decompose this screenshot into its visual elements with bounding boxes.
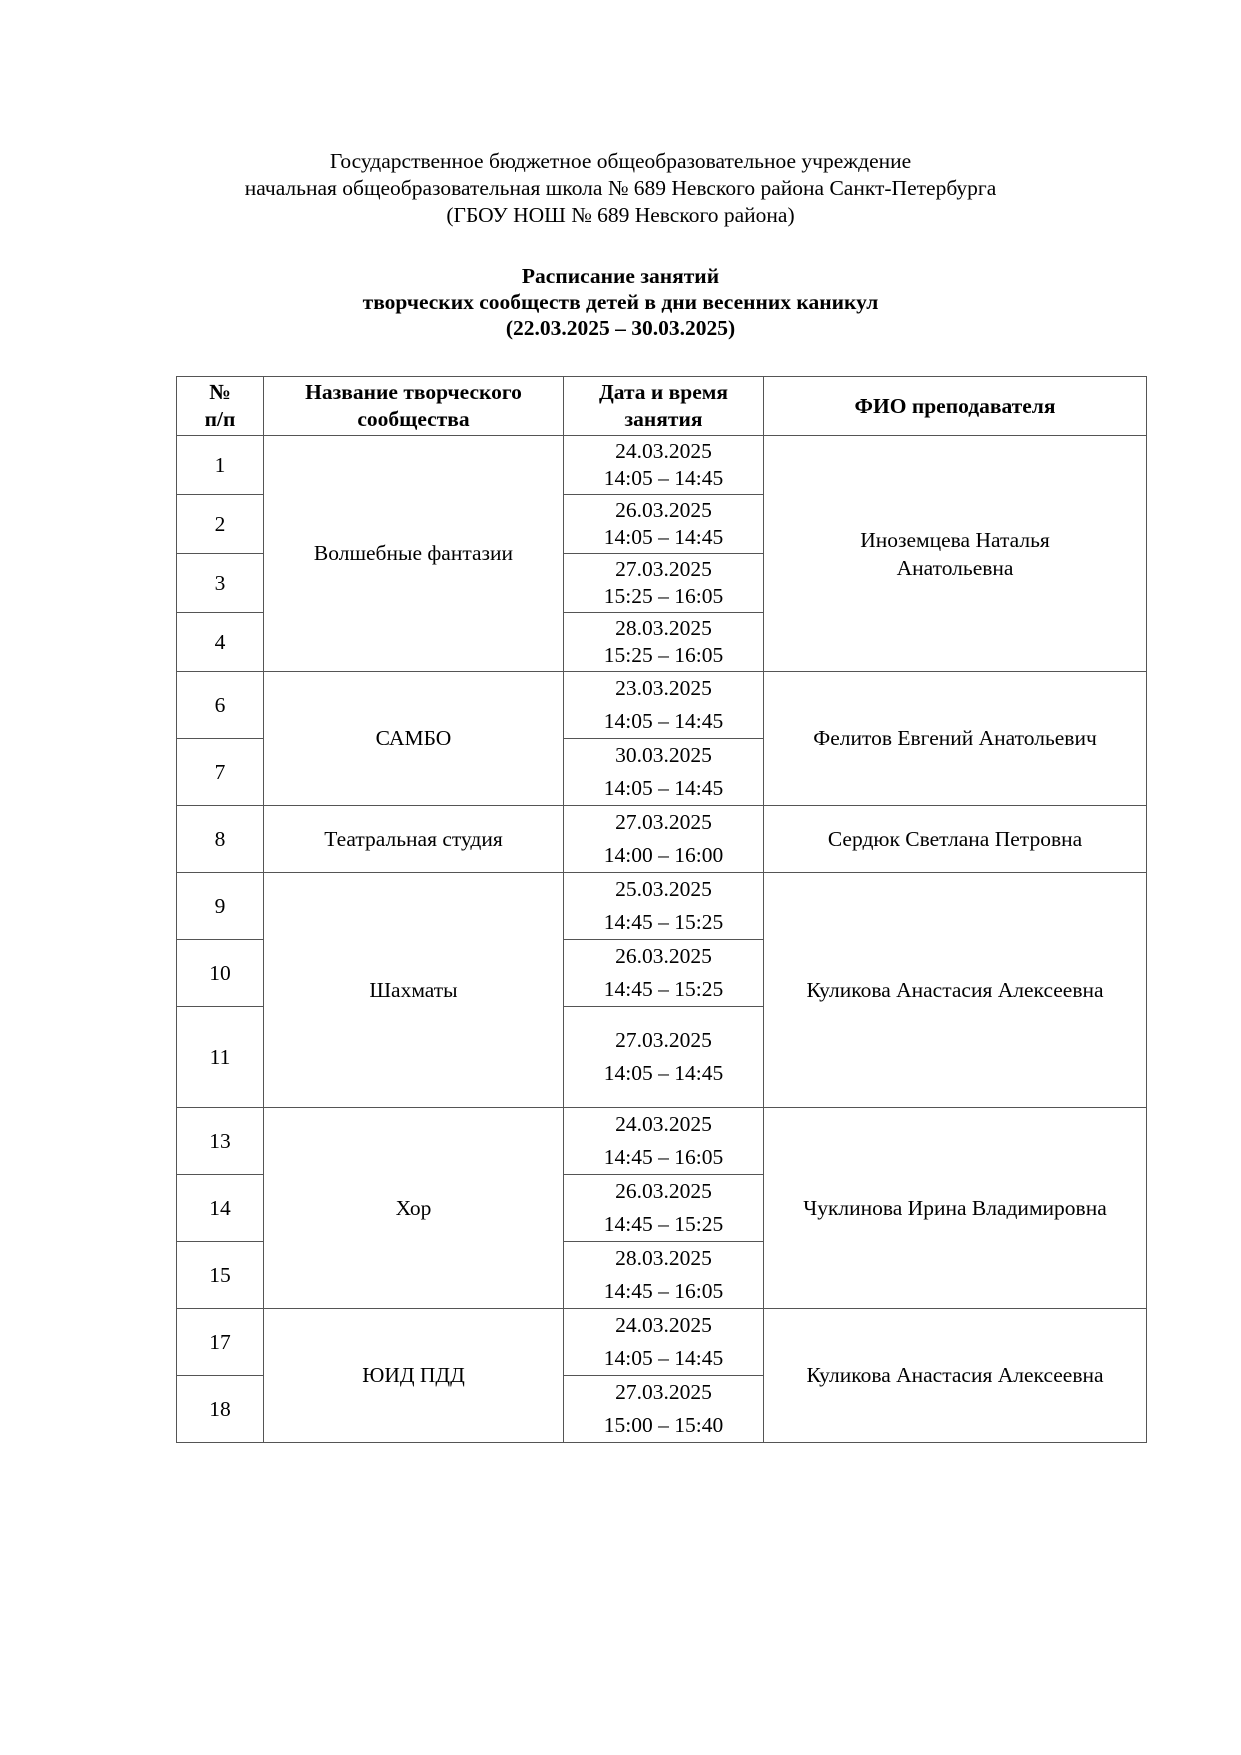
title-line-1: Расписание занятий	[521, 264, 720, 288]
session-date: 27.03.2025	[615, 557, 712, 581]
session-datetime	[564, 1376, 764, 1443]
row-number: 9	[177, 873, 264, 940]
session-datetime	[564, 1007, 764, 1108]
header-number: № п/п	[177, 377, 264, 436]
row-number: 7	[177, 739, 264, 806]
row-number: 3	[177, 554, 264, 613]
session-date: 24.03.2025	[615, 1112, 712, 1136]
community-name: Шахматы	[264, 873, 564, 1108]
table-row	[177, 806, 1147, 873]
session-date: 26.03.2025	[615, 944, 712, 968]
community-name: Волшебные фантазии	[264, 436, 564, 672]
session-datetime	[564, 1242, 764, 1309]
row-number: 4	[177, 613, 264, 672]
row-number: 17	[177, 1309, 264, 1376]
table-row	[177, 873, 1147, 940]
table-header-row	[177, 377, 1147, 436]
session-date: 30.03.2025	[615, 743, 712, 767]
session-date: 24.03.2025	[615, 1313, 712, 1337]
session-datetime	[564, 495, 764, 554]
session-time: 15:25 – 16:05	[603, 584, 724, 608]
session-time: 14:45 – 15:25	[603, 1212, 724, 1236]
institution-line-3: (ГБОУ НОШ № 689 Невского района)	[446, 203, 795, 227]
row-number: 8	[177, 806, 264, 873]
session-datetime	[564, 873, 764, 940]
community-name: Хор	[264, 1108, 564, 1309]
session-date: 27.03.2025	[615, 1380, 712, 1404]
session-date: 27.03.2025	[615, 810, 712, 834]
row-number: 13	[177, 1108, 264, 1175]
session-time: 14:45 – 16:05	[603, 1279, 724, 1303]
community-name: САМБО	[264, 672, 564, 806]
teacher-name: Иноземцева Наталья Анатольевна	[764, 436, 1147, 672]
schedule-table	[176, 376, 1147, 1443]
session-date: 28.03.2025	[615, 1246, 712, 1270]
row-number: 15	[177, 1242, 264, 1309]
session-time: 14:05 – 14:45	[603, 1346, 724, 1370]
session-date: 27.03.2025	[615, 1028, 712, 1052]
teacher-name: Сердюк Светлана Петровна	[764, 806, 1147, 873]
session-time: 15:00 – 15:40	[603, 1413, 724, 1437]
title-line-3: (22.03.2025 – 30.03.2025)	[505, 316, 736, 340]
teacher-name: Фелитов Евгений Анатольевич	[764, 672, 1147, 806]
session-datetime	[564, 940, 764, 1007]
community-name: ЮИД ПДД	[264, 1309, 564, 1443]
session-datetime	[564, 806, 764, 873]
session-date: 24.03.2025	[615, 439, 712, 463]
document-title	[0, 263, 1241, 341]
table-row	[177, 1309, 1147, 1376]
table-row	[177, 1108, 1147, 1175]
session-datetime	[564, 672, 764, 739]
institution-line-1: Государственное бюджетное общеобразовательное учреждение	[329, 149, 912, 173]
session-datetime	[564, 1108, 764, 1175]
session-time: 14:05 – 14:45	[603, 525, 724, 549]
session-datetime	[564, 1175, 764, 1242]
title-line-2: творческих сообществ детей в дни весенних каникул	[362, 290, 879, 314]
teacher-name: Чуклинова Ирина Владимировна	[764, 1108, 1147, 1309]
row-number: 1	[177, 436, 264, 495]
session-datetime	[564, 739, 764, 806]
session-date: 25.03.2025	[615, 877, 712, 901]
teacher-name: Куликова Анастасия Алексеевна	[764, 873, 1147, 1108]
row-number: 6	[177, 672, 264, 739]
session-time: 14:05 – 14:45	[603, 466, 724, 490]
session-time: 14:05 – 14:45	[603, 709, 724, 733]
session-date: 26.03.2025	[615, 1179, 712, 1203]
institution-header	[0, 148, 1241, 229]
header-date-time: Дата и время занятия	[564, 377, 764, 436]
row-number: 14	[177, 1175, 264, 1242]
session-date: 26.03.2025	[615, 498, 712, 522]
row-number: 10	[177, 940, 264, 1007]
session-time: 14:00 – 16:00	[603, 843, 724, 867]
header-teacher: ФИО преподавателя	[764, 377, 1147, 436]
session-date: 23.03.2025	[615, 676, 712, 700]
row-number: 2	[177, 495, 264, 554]
session-time: 14:45 – 15:25	[603, 977, 724, 1001]
institution-line-2: начальная общеобразовательная школа № 689 Невского района Санкт-Петербурга	[244, 176, 997, 200]
session-time: 14:45 – 15:25	[603, 910, 724, 934]
session-datetime	[564, 436, 764, 495]
session-datetime	[564, 613, 764, 672]
row-number: 11	[177, 1007, 264, 1108]
header-community-name: Название творческого сообщества	[264, 377, 564, 436]
session-datetime	[564, 554, 764, 613]
table-row	[177, 436, 1147, 495]
session-time: 14:45 – 16:05	[603, 1145, 724, 1169]
session-time: 14:05 – 14:45	[603, 1061, 724, 1085]
session-datetime	[564, 1309, 764, 1376]
table-row	[177, 672, 1147, 739]
session-time: 15:25 – 16:05	[603, 643, 724, 667]
row-number: 18	[177, 1376, 264, 1443]
teacher-name: Куликова Анастасия Алексеевна	[764, 1309, 1147, 1443]
session-time: 14:05 – 14:45	[603, 776, 724, 800]
session-date: 28.03.2025	[615, 616, 712, 640]
community-name: Театральная студия	[264, 806, 564, 873]
